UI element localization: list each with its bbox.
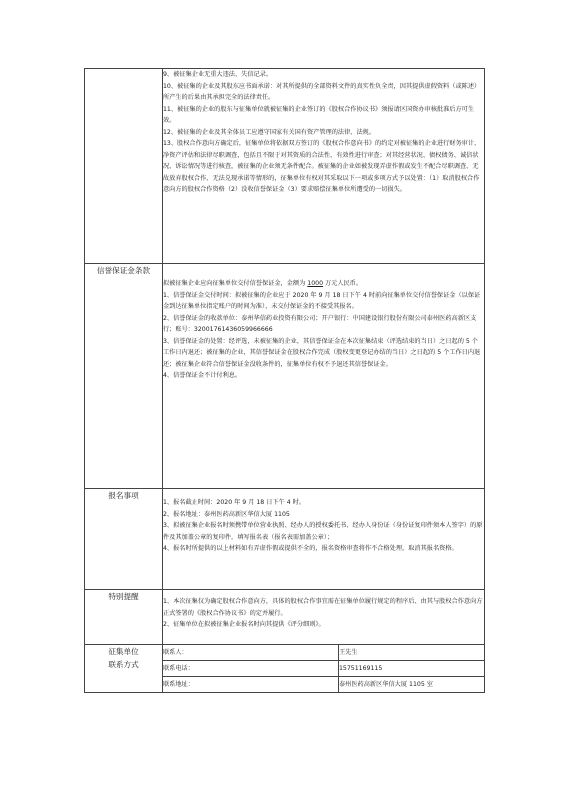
contact-label-line1: 征集单位: [108, 647, 139, 656]
condition-item: 9、被征集企业无重大违法、失信记录。: [163, 71, 273, 78]
contact-address-value: 泰州医药高新区华信大厦 1105 室: [339, 677, 485, 693]
deposit-row: [85, 264, 485, 489]
condition-item: 10、被征集的企业及其股东应书面承诺：对其所提供的全部资料文件的真实性负全责，因其提供虚假资料（或陈述）所产生的后果由其承担完全的法律责任。: [163, 82, 481, 101]
condition-item: 12、被征集的企业及其全体员工应遵守国家有关国有资产管理的法律、法规。: [163, 128, 376, 136]
deposit-label: 信誉保证金条款: [85, 264, 163, 489]
conditions-content: [163, 69, 485, 264]
registration-item: 1、报名截止时间：2020 年 9 月 18 日下午 4 时。: [163, 499, 306, 506]
registration-item: 3、拟被征集企业报名时须携带单位营业执照、经办人的授权委托书、经办人身份证（身份证复印件须本人签字）的原件及其加盖公章的复印件，填写报名表（报名表需加盖公章）；: [163, 522, 483, 541]
deposit-item: 3、信誉保证金的处置：经评选，未被征集的企业，其信誉保证金在本次征集结束（评选结束的当日）之日起的 5 个工作日内退还；被征集的企业，其信誉保证金在股权合作完成（股权变更登记办结的当日）之日起的 5 个工作日内退还；被征集企业符合信誉保证金没收条件的，征集单位有权不予退还其信誉保证金。: [163, 337, 481, 368]
notice-row: [85, 590, 485, 645]
contact-content: [163, 645, 485, 693]
registration-item: 2、报名地址：泰州医药高新区华信大厦 1105: [163, 510, 290, 518]
deposit-intro-text: 拟被征集企业应向征集单位交付信誉保证金，金额为: [163, 280, 306, 287]
registration-item: 4、报名时所提供的以上材料如有弄虚作假或提供不全的，报名资格审查将作不合格处理，取消其报名资格。: [163, 545, 458, 552]
notice-item: 1、本次征集仅为确定股权合作意向方，具体的股权合作事宜需在征集单位履行规定的程序后、由其与股权合作意向方正式签署的《股权合作协议书》的定并履行。: [163, 598, 483, 617]
deposit-item: 2、信誉保证金的收款单位：泰州华信药业投资有限公司；开户银行：中国建设银行股份有限公司泰州医药高新区支行；账号：32001761436059966666: [163, 314, 477, 333]
contact-label-line2: 联系方式: [108, 660, 139, 669]
contact-label: [85, 645, 163, 693]
conditions-row: [85, 69, 485, 264]
deposit-item: 1、信誉保证金交付时间：拟被征集的企业应于 2020 年 9 月 18 日下午 4 时前向征集单位交付信誉保证金（以保证金到达征集单位指定账户的时间为准），未交付保证金的不接受其报名。: [163, 291, 481, 310]
deposit-amount: 1000: [307, 280, 324, 287]
notice-content: [163, 590, 485, 645]
conditions-label-cell: [85, 69, 163, 264]
contact-row: [85, 645, 485, 693]
deposit-intro: [163, 278, 484, 290]
deposit-item: 4、信誉保证金不计付利息。: [163, 372, 242, 379]
contact-phone-key: 联系电话：: [163, 661, 339, 677]
registration-content: [163, 489, 485, 590]
registration-row: [85, 489, 485, 590]
contact-person-row: [163, 645, 484, 661]
condition-item: 13、股权合作意向方确定后，征集单位将依据双方签订的《股权合作意向书》的约定对被征集的企业进行财务审计、净资产评估和法律尽职调查，包括且不限于对其资质的合法性、有效性进行审查；对其经营状况、债权债务、诚信状况、诉讼情况等进行核查，被征集的企业须无条件配合。被征集的企业如被发现弄虚作假或发生不配合尽职调查、无故放弃股权合作、无法兑现承诺等情形的，征集单位有权对其采取以下一项或多项方式予以处置：（1）取消股权合作意向方的股权合作资格（2）没收信誉保证金（3）要求赔偿征集单位所遭受的一切损失。: [163, 140, 481, 193]
contact-person-key: 联系人：: [163, 645, 339, 661]
deposit-intro-unit: 万元人民币。: [325, 280, 363, 287]
registration-label: 报名事项: [85, 489, 163, 590]
deposit-content: [163, 264, 485, 489]
contact-table: [163, 645, 484, 692]
notice-label: 特别提醒: [85, 590, 163, 645]
contact-phone-value: 15751169115: [339, 661, 485, 677]
contact-address-key: 联系地址：: [163, 677, 339, 693]
contact-phone-row: [163, 661, 484, 677]
contact-person-value: 王先生: [339, 645, 485, 661]
condition-item: 11、被征集的企业的股东与征集单位就被征集的企业签订的《股权合作协议书》须报请区国资办审核批准后方可生效。: [163, 105, 475, 124]
notice-item: 2、征集单位在拟被征集企业报名时向其提供《评分细则》。: [163, 621, 325, 628]
info-table: [84, 68, 485, 693]
contact-address-row: [163, 677, 484, 693]
